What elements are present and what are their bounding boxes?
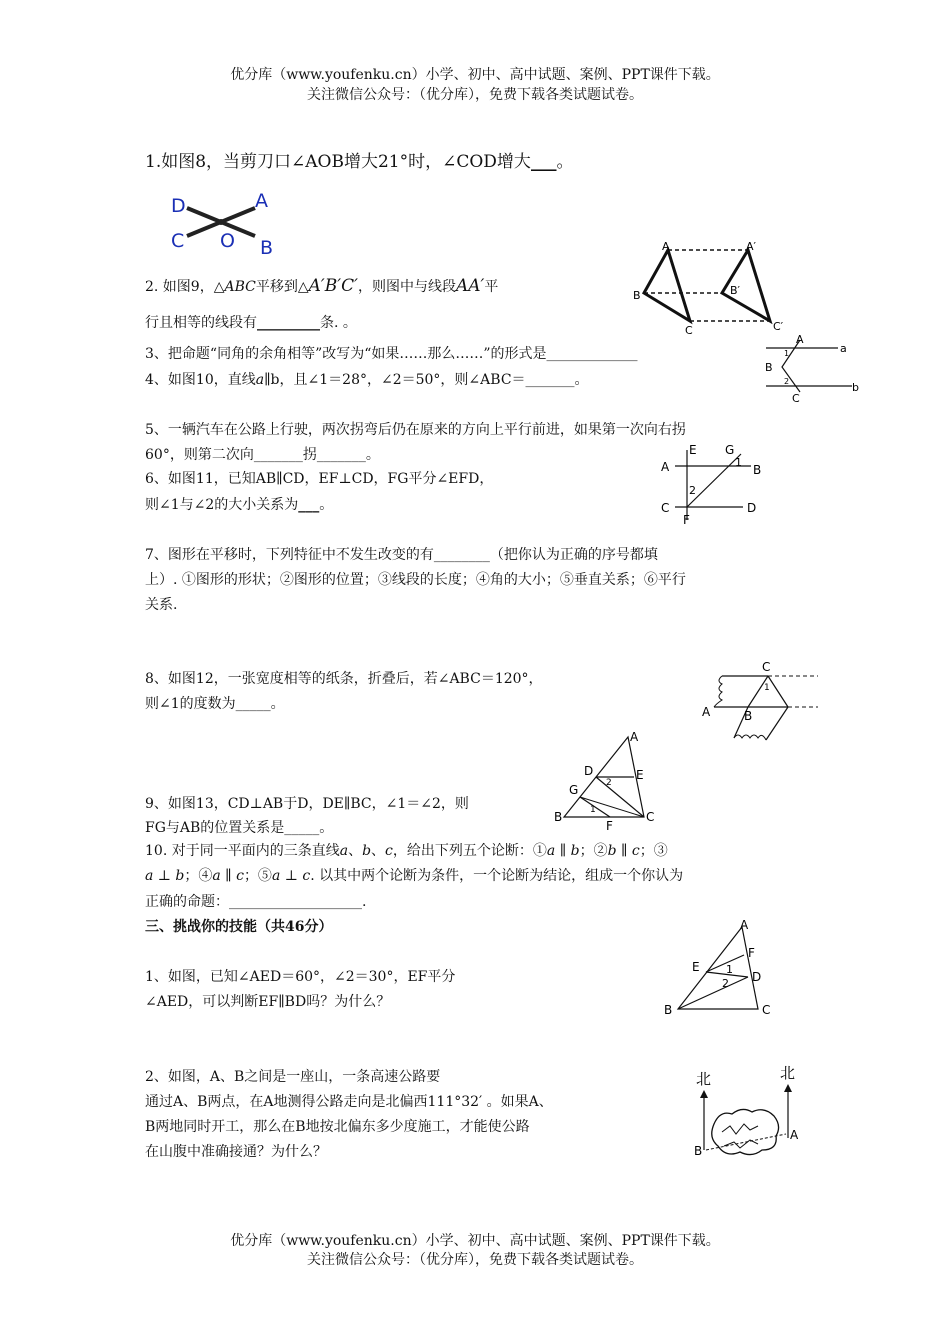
label-A: A (662, 240, 670, 253)
q5-part: 拐 (302, 447, 317, 463)
question-4-blank: _______ (525, 372, 575, 388)
question-9-blank: _____ (284, 820, 320, 836)
figure-11 (655, 440, 770, 528)
figure-9-translation (630, 238, 800, 336)
angle-1: 1 (726, 963, 733, 976)
question-10-line-2 (145, 867, 683, 885)
label-A-prime: A′ (746, 240, 757, 253)
q9-part: 。 (319, 820, 334, 836)
label-B: B (765, 361, 773, 374)
arrow-head-b (700, 1090, 708, 1098)
question-1-blank: ___ (530, 152, 557, 172)
problem-2-line-1: 2、如图，A、B之间是一座山，一条高速公路要 (145, 1069, 441, 1085)
label-a: a (840, 342, 847, 355)
q10-relation-5: a ⊥ c (271, 868, 311, 884)
question-7-line-3: 关系. (145, 597, 178, 613)
north-label-b: 北 (696, 1070, 712, 1088)
label-O: O (220, 230, 235, 252)
q2-triangle-abc: ABC (224, 279, 256, 295)
label-A: A (630, 730, 639, 744)
label-A: A (255, 190, 268, 212)
question-1-text: 1.如图8，当剪刀口∠AOB增大21°时，∠COD增大 (145, 152, 531, 172)
label-G: G (725, 443, 735, 457)
q5-part: 60°，则第二次向 (145, 447, 254, 463)
torn-edge-bottom (734, 735, 766, 740)
label-G: G (569, 783, 579, 797)
label-C: C (685, 324, 693, 336)
road-ab (706, 1134, 786, 1150)
q10-relation-3: a ⊥ b (145, 868, 185, 884)
question-6-line-2 (145, 496, 333, 514)
angle-1: 1 (590, 805, 596, 815)
figure-13 (550, 727, 662, 832)
question-8-line-1: 8、如图12，一张宽度相等的纸条，折叠后，若∠ABC＝120°， (145, 671, 543, 687)
question-10-line-1: 10. 对于同一平面内的三条直线a、b、c，给出下列五个论断：①a ∥ b；②b ∥ c；③ (145, 843, 668, 859)
label-E: E (636, 768, 644, 782)
q4-line-a: a (255, 372, 265, 388)
label-F: F (606, 819, 613, 832)
figure-problem-1 (660, 917, 780, 1022)
problem-2-line-2: 通过A、B两点，在A地测得公路走向是北偏西111°32′ 。如果A、 (145, 1094, 553, 1110)
section-3-title: 三、挑战你的技能（共46分） (145, 919, 333, 935)
problem-1-line-1: 1、如图，已知∠AED＝60°，∠2＝30°，EF平分 (145, 969, 456, 985)
q6-part: 。 (319, 497, 334, 513)
header-line-2: 关注微信公众号：（优分库），免费下载各类试题试卷。 (307, 87, 643, 103)
label-B: B (753, 463, 762, 477)
figure-10-parallel-lines (760, 334, 870, 404)
folded-edge-2 (766, 707, 788, 740)
question-8-blank: _____ (235, 696, 271, 712)
q2-part: 2. 如图9，△ (145, 279, 225, 295)
label-E: E (689, 443, 697, 457)
angle-1: 1 (764, 683, 770, 693)
label-C: C (661, 501, 670, 515)
problem-2-line-3: B两地同时开工，那么在B地按北偏东多少度施工，才能使公路 (145, 1119, 530, 1135)
label-F: F (683, 513, 690, 527)
label-B: B (694, 1144, 703, 1158)
question-4 (145, 371, 589, 389)
footer-line-1: 优分库（www.youfenku.cn）小学、初中、高中试题、案例、PPT课件下载。 (230, 1233, 720, 1249)
segment-ef (706, 955, 744, 972)
angle-2: 2 (689, 484, 696, 497)
q4-part: 4、如图10，直线 (145, 372, 256, 388)
figure-12-folded-strip (698, 660, 823, 746)
q10-line-b: b (362, 843, 372, 859)
figure-8-scissors (165, 188, 285, 258)
angle-1: 1 (735, 456, 742, 469)
problem-1-line-2: ∠AED，可以判断EF∥BD吗？为什么？ (145, 994, 391, 1010)
label-A: A (796, 334, 804, 346)
question-2-line-2 (145, 314, 357, 332)
fold-crease (768, 676, 788, 707)
label-b: b (852, 381, 859, 394)
q6-part: 则∠1与∠2的大小关系为 (145, 497, 299, 513)
north-label-a: 北 (780, 1064, 796, 1082)
label-B: B (260, 237, 274, 258)
q2-segment-aa: AA′ (456, 276, 485, 296)
q2-part: 平移到△ (255, 279, 309, 295)
q2-part: ，则图中与线段 (358, 279, 456, 295)
q10-part: ，给出下列五个论断：① (392, 843, 547, 859)
label-D: D (584, 764, 594, 778)
label-B: B (633, 289, 641, 302)
figure-problem-2-mountain (690, 1062, 805, 1177)
q2-part: 条. 。 (320, 315, 357, 331)
mountain-texture (722, 1124, 758, 1148)
arrow-head-a (784, 1084, 792, 1092)
label-E: E (692, 960, 700, 974)
question-6-line-1: 6、如图11，已知AB∥CD，EF⊥CD，FG平分∠EFD， (145, 471, 494, 487)
question-9-line-2 (145, 819, 333, 837)
label-C: C (762, 660, 771, 674)
question-5-line-1: 5、一辆汽车在公路上行驶，两次拐弯后仍在原来的方向上平行前进，如果第一次向右拐 (145, 422, 686, 438)
triangle-abc (644, 250, 690, 321)
question-2-line-1 (145, 277, 498, 296)
triangle-abc (678, 927, 758, 1009)
q5-part: 。 (365, 447, 380, 463)
label-F: F (748, 946, 755, 960)
segment-bd (678, 977, 748, 1009)
q10-part: 10. 对于同一平面内的三条直线 (145, 843, 340, 859)
q8-part: 则∠1的度数为 (145, 696, 236, 712)
label-C: C (171, 230, 185, 252)
question-2-blank: _________ (257, 315, 320, 331)
label-B: B (744, 709, 753, 723)
question-7-line-2: 上）. ①图形的形状；②图形的位置；③线段的长度；④角的大小；⑤垂直关系；⑥平行 (145, 572, 686, 588)
label-C: C (792, 392, 800, 404)
q2-part: 平 (484, 279, 499, 295)
question-10-line-3 (145, 893, 366, 911)
angle-2: 2 (722, 977, 729, 990)
label-B-prime: B′ (730, 284, 741, 297)
label-A: A (740, 918, 749, 932)
torn-edge-left (714, 676, 722, 707)
header-line-1: 优分库（www.youfenku.cn）小学、初中、高中试题、案例、PPT课件下载。 (230, 67, 720, 83)
label-C: C (646, 810, 655, 824)
label-B: B (554, 810, 563, 824)
mountain-outline (712, 1109, 779, 1154)
question-3-text: 3、把命题“同角的余角相等”改写为“如果……那么……”的形式是 (145, 346, 547, 362)
q10-part: ；② (579, 843, 608, 859)
q2-triangle-abc-prime: A′B′C′ (308, 276, 358, 296)
label-B: B (664, 1003, 673, 1017)
question-3-blank: _____________ (546, 346, 638, 362)
line-fg (687, 454, 741, 507)
q10-line-a: a (339, 843, 349, 859)
footer-line-2: 关注微信公众号：（优分库），免费下载各类试题试卷。 (307, 1252, 643, 1268)
q10-relation-2: b ∥ c (607, 843, 640, 859)
q10-part: . (362, 894, 367, 910)
q4-part: ∥b，且∠1＝28°，∠2＝50°，则∠ABC＝ (264, 372, 526, 388)
problem-2-line-4: 在山腹中准确接通？为什么？ (145, 1144, 327, 1160)
q10-part: . 以其中两个论断为条件，一个论断为结论，组成一个你认为 (310, 868, 684, 884)
question-5-blank-2: _______ (316, 447, 366, 463)
q8-part: 。 (270, 696, 285, 712)
q2-part: 行且相等的线段有 (145, 315, 257, 331)
angle-1: 1 (784, 349, 790, 358)
question-1-end: 。 (556, 152, 574, 172)
question-9-line-1: 9、如图13，CD⊥AB于D，DE∥BC，∠1＝∠2，则 (145, 796, 469, 812)
q10-line-c: c (385, 843, 393, 859)
question-3 (145, 345, 638, 363)
label-A: A (702, 705, 711, 719)
question-10-blank: ___________________ (229, 894, 362, 910)
label-D: D (752, 970, 762, 984)
label-A: A (790, 1128, 799, 1142)
scissor-pivot (218, 219, 224, 225)
q10-relation-1: a ∥ b (546, 843, 580, 859)
q10-part: ；⑤ (243, 868, 272, 884)
label-D: D (747, 501, 757, 515)
label-A: A (661, 460, 670, 474)
question-7-line-1: 7、图形在平移时，下列特征中不发生改变的有________（把你认为正确的序号都填 (145, 547, 658, 563)
q4-part: 。 (574, 372, 589, 388)
q10-part: ；④ (184, 868, 213, 884)
question-6-blank: ___ (298, 497, 320, 513)
angle-2: 2 (606, 778, 612, 788)
q10-part: 正确的命题： (145, 894, 229, 910)
q10-relation-4: a ∥ c (212, 868, 244, 884)
label-C: C (762, 1003, 771, 1017)
q10-part: ；③ (639, 843, 668, 859)
label-D: D (171, 195, 186, 217)
question-5-blank-1: _______ (253, 447, 303, 463)
question-8-line-2 (145, 695, 285, 713)
question-1 (145, 153, 573, 171)
q9-part: FG与AB的位置关系是 (145, 820, 285, 836)
angle-2: 2 (784, 377, 790, 386)
question-5-line-2 (145, 446, 380, 464)
label-C-prime: C′ (773, 320, 784, 333)
